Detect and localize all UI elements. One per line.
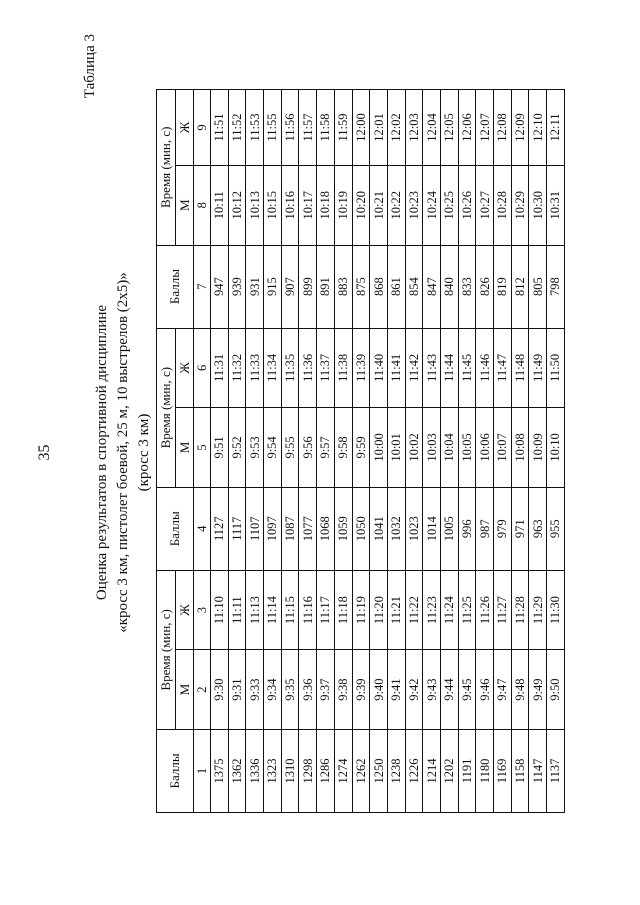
table-row	[387, 90, 405, 813]
table-cell: 9:30	[211, 650, 229, 730]
table-cell: 11:26	[476, 570, 494, 650]
table-cell: 9:49	[529, 650, 547, 730]
table-cell: 9:51	[211, 408, 229, 488]
table-cell: 1158	[511, 729, 529, 812]
table-cell: 11:16	[299, 570, 317, 650]
table-cell: 11:49	[529, 328, 547, 408]
male-header-3: М	[176, 166, 194, 246]
table-cell: 11:24	[440, 570, 458, 650]
table-cell: 1202	[440, 729, 458, 812]
column-number: 6	[194, 328, 211, 408]
points-header-1: Баллы	[157, 729, 194, 812]
table-cell: 11:13	[246, 570, 264, 650]
time-header-2: Время (мин, с)	[157, 328, 176, 487]
table-cell: 819	[494, 245, 512, 328]
table-cell: 10:08	[511, 408, 529, 488]
table-cell: 11:46	[476, 328, 494, 408]
table-cell: 9:35	[281, 650, 299, 730]
table-cell: 11:31	[211, 328, 229, 408]
male-header-2: М	[176, 408, 194, 488]
female-header-2: Ж	[176, 328, 194, 408]
table-cell: 11:11	[228, 570, 246, 650]
table-cell: 10:11	[211, 166, 229, 246]
table-cell: 963	[529, 487, 547, 570]
table-row	[334, 90, 352, 813]
table-row	[264, 90, 282, 813]
heading-line-2: «кросс 3 км, пистолет боевой, 25 м, 10 выстрелов (2х5)»	[115, 272, 131, 633]
table-cell: 9:52	[228, 408, 246, 488]
column-number: 5	[194, 408, 211, 488]
table-cell: 11:20	[370, 570, 388, 650]
table-cell: 12:00	[352, 90, 370, 166]
table-cell: 847	[423, 245, 441, 328]
table-cell: 10:20	[352, 166, 370, 246]
table-cell: 10:05	[458, 408, 476, 488]
table-cell: 9:31	[228, 650, 246, 730]
table-cell: 10:16	[281, 166, 299, 246]
table-cell: 9:41	[387, 650, 405, 730]
male-header-1: М	[176, 650, 194, 730]
table-cell: 11:27	[494, 570, 512, 650]
table-cell: 996	[458, 487, 476, 570]
table-cell: 11:44	[440, 328, 458, 408]
table-cell: 11:38	[334, 328, 352, 408]
table-row	[228, 90, 246, 813]
table-cell: 1050	[352, 487, 370, 570]
table-cell: 11:51	[211, 90, 229, 166]
table-cell: 1274	[334, 729, 352, 812]
table-cell: 9:58	[334, 408, 352, 488]
table-cell: 9:56	[299, 408, 317, 488]
table-cell: 9:57	[317, 408, 335, 488]
table-cell: 11:55	[264, 90, 282, 166]
table-cell: 11:25	[458, 570, 476, 650]
table-cell: 1107	[246, 487, 264, 570]
table-cell: 10:04	[440, 408, 458, 488]
table-cell: 1077	[299, 487, 317, 570]
table-cell: 11:10	[211, 570, 229, 650]
table-row	[529, 90, 547, 813]
table-cell: 987	[476, 487, 494, 570]
table-cell: 10:02	[405, 408, 423, 488]
table-cell: 812	[511, 245, 529, 328]
table-cell: 979	[494, 487, 512, 570]
table-cell: 10:29	[511, 166, 529, 246]
table-cell: 10:26	[458, 166, 476, 246]
table-cell: 10:25	[440, 166, 458, 246]
table-cell: 10:01	[387, 408, 405, 488]
table-cell: 12:11	[547, 90, 565, 166]
table-cell: 1087	[281, 487, 299, 570]
table-cell: 875	[352, 245, 370, 328]
table-cell: 9:42	[405, 650, 423, 730]
table-cell: 1137	[547, 729, 565, 812]
column-number: 8	[194, 166, 211, 246]
table-cell: 9:33	[246, 650, 264, 730]
table-row	[405, 90, 423, 813]
table-cell: 931	[246, 245, 264, 328]
table-cell: 1023	[405, 487, 423, 570]
table-row	[547, 90, 565, 813]
table-cell: 805	[529, 245, 547, 328]
results-table	[156, 89, 565, 813]
table-row	[352, 90, 370, 813]
table-cell: 11:45	[458, 328, 476, 408]
table-number: Таблица 3	[82, 34, 98, 99]
table-heading	[92, 0, 155, 905]
table-cell: 9:43	[423, 650, 441, 730]
table-cell: 10:06	[476, 408, 494, 488]
table-cell: 11:23	[423, 570, 441, 650]
table-cell: 899	[299, 245, 317, 328]
table-row	[458, 90, 476, 813]
table-cell: 1127	[211, 487, 229, 570]
table-cell: 9:55	[281, 408, 299, 488]
table-cell: 10:19	[334, 166, 352, 246]
table-cell: 10:03	[423, 408, 441, 488]
column-numbers-row	[194, 90, 211, 813]
table-row	[246, 90, 264, 813]
table-cell: 11:30	[547, 570, 565, 650]
table-cell: 10:18	[317, 166, 335, 246]
table-cell: 883	[334, 245, 352, 328]
table-row	[281, 90, 299, 813]
table-cell: 10:10	[547, 408, 565, 488]
table-cell: 10:31	[547, 166, 565, 246]
table-cell: 9:34	[264, 650, 282, 730]
table-row	[211, 90, 229, 813]
table-cell: 9:38	[334, 650, 352, 730]
table-row	[494, 90, 512, 813]
table-cell: 891	[317, 245, 335, 328]
table-cell: 12:10	[529, 90, 547, 166]
column-number: 4	[194, 487, 211, 570]
table-cell: 11:35	[281, 328, 299, 408]
table-row	[511, 90, 529, 813]
table-cell: 10:30	[529, 166, 547, 246]
table-cell: 9:48	[511, 650, 529, 730]
column-number: 3	[194, 570, 211, 650]
table-cell: 915	[264, 245, 282, 328]
table-cell: 11:37	[317, 328, 335, 408]
table-cell: 12:02	[387, 90, 405, 166]
table-cell: 840	[440, 245, 458, 328]
table-cell: 1147	[529, 729, 547, 812]
table-row	[317, 90, 335, 813]
table-cell: 11:28	[511, 570, 529, 650]
table-cell: 971	[511, 487, 529, 570]
table-cell: 1097	[264, 487, 282, 570]
table-cell: 1362	[228, 729, 246, 812]
table-cell: 1014	[423, 487, 441, 570]
table-cell: 9:37	[317, 650, 335, 730]
table-row	[370, 90, 388, 813]
female-header-1: Ж	[176, 570, 194, 650]
table-cell: 11:56	[281, 90, 299, 166]
table-cell: 798	[547, 245, 565, 328]
time-header-3: Время (мин, с)	[157, 90, 176, 246]
female-header-3: Ж	[176, 90, 194, 166]
column-number: 7	[194, 245, 211, 328]
table-cell: 11:47	[494, 328, 512, 408]
table-cell: 11:40	[370, 328, 388, 408]
table-cell: 11:59	[334, 90, 352, 166]
table-cell: 10:13	[246, 166, 264, 246]
table-cell: 10:28	[494, 166, 512, 246]
table-cell: 11:14	[264, 570, 282, 650]
time-header-1: Время (мин, с)	[157, 570, 176, 729]
table-cell: 12:06	[458, 90, 476, 166]
points-header-3: Баллы	[157, 245, 194, 328]
table-cell: 1375	[211, 729, 229, 812]
table-cell: 9:39	[352, 650, 370, 730]
table-cell: 861	[387, 245, 405, 328]
table-cell: 10:15	[264, 166, 282, 246]
table-cell: 1005	[440, 487, 458, 570]
table-cell: 10:07	[494, 408, 512, 488]
table-cell: 11:53	[246, 90, 264, 166]
table-cell: 9:59	[352, 408, 370, 488]
table-cell: 1286	[317, 729, 335, 812]
table-cell: 12:09	[511, 90, 529, 166]
table-cell: 826	[476, 245, 494, 328]
table-cell: 11:18	[334, 570, 352, 650]
heading-line-1: Оценка результатов в спортивной дисциплине	[94, 304, 110, 601]
table-cell: 11:34	[264, 328, 282, 408]
table-cell: 1059	[334, 487, 352, 570]
table-cell: 11:29	[529, 570, 547, 650]
table-cell: 1310	[281, 729, 299, 812]
table-cell: 10:00	[370, 408, 388, 488]
table-cell: 12:07	[476, 90, 494, 166]
table-cell: 11:50	[547, 328, 565, 408]
table-cell: 1298	[299, 729, 317, 812]
table-cell: 11:32	[228, 328, 246, 408]
table-cell: 10:27	[476, 166, 494, 246]
heading-line-3: (кросс 3 км)	[136, 413, 152, 492]
table-cell: 1262	[352, 729, 370, 812]
table-cell: 10:09	[529, 408, 547, 488]
table-cell: 12:05	[440, 90, 458, 166]
table-cell: 955	[547, 487, 565, 570]
table-cell: 12:04	[423, 90, 441, 166]
column-number: 1	[194, 729, 211, 812]
column-number: 2	[194, 650, 211, 730]
points-header-2: Баллы	[157, 487, 194, 570]
table-body	[211, 90, 565, 813]
table-cell: 1323	[264, 729, 282, 812]
table-cell: 1226	[405, 729, 423, 812]
table-cell: 12:03	[405, 90, 423, 166]
table-cell: 907	[281, 245, 299, 328]
table-cell: 11:33	[246, 328, 264, 408]
table-cell: 1250	[370, 729, 388, 812]
column-number: 9	[194, 90, 211, 166]
table-cell: 9:47	[494, 650, 512, 730]
table-cell: 10:12	[228, 166, 246, 246]
table-cell: 1336	[246, 729, 264, 812]
table-cell: 11:58	[317, 90, 335, 166]
table-cell: 1041	[370, 487, 388, 570]
table-cell: 11:17	[317, 570, 335, 650]
table-cell: 11:36	[299, 328, 317, 408]
table-cell: 1214	[423, 729, 441, 812]
table-cell: 9:36	[299, 650, 317, 730]
table-cell: 9:46	[476, 650, 494, 730]
table-cell: 11:15	[281, 570, 299, 650]
table-cell: 11:39	[352, 328, 370, 408]
table-cell: 11:48	[511, 328, 529, 408]
table-cell: 11:43	[423, 328, 441, 408]
table-cell: 833	[458, 245, 476, 328]
table-cell: 11:19	[352, 570, 370, 650]
page-number: 35	[36, 444, 53, 461]
table-cell: 11:42	[405, 328, 423, 408]
table-cell: 10:22	[387, 166, 405, 246]
table-cell: 12:08	[494, 90, 512, 166]
table-row	[440, 90, 458, 813]
table-cell: 9:45	[458, 650, 476, 730]
table-cell: 11:57	[299, 90, 317, 166]
table-cell: 10:21	[370, 166, 388, 246]
table-cell: 1238	[387, 729, 405, 812]
table-row	[476, 90, 494, 813]
table-cell: 1191	[458, 729, 476, 812]
table-cell: 12:01	[370, 90, 388, 166]
table-cell: 1068	[317, 487, 335, 570]
table-cell: 10:23	[405, 166, 423, 246]
table-cell: 1117	[228, 487, 246, 570]
table-cell: 1169	[494, 729, 512, 812]
table-cell: 1032	[387, 487, 405, 570]
table-cell: 1180	[476, 729, 494, 812]
table-row	[423, 90, 441, 813]
table-cell: 10:24	[423, 166, 441, 246]
table-cell: 868	[370, 245, 388, 328]
table-row	[299, 90, 317, 813]
table-cell: 11:22	[405, 570, 423, 650]
table-cell: 9:54	[264, 408, 282, 488]
table-cell: 947	[211, 245, 229, 328]
table-cell: 9:44	[440, 650, 458, 730]
table-cell: 9:50	[547, 650, 565, 730]
table-cell: 939	[228, 245, 246, 328]
table-cell: 11:52	[228, 90, 246, 166]
table-cell: 11:41	[387, 328, 405, 408]
table-cell: 10:17	[299, 166, 317, 246]
table-cell: 9:53	[246, 408, 264, 488]
table-cell: 11:21	[387, 570, 405, 650]
table-cell: 854	[405, 245, 423, 328]
table-cell: 9:40	[370, 650, 388, 730]
